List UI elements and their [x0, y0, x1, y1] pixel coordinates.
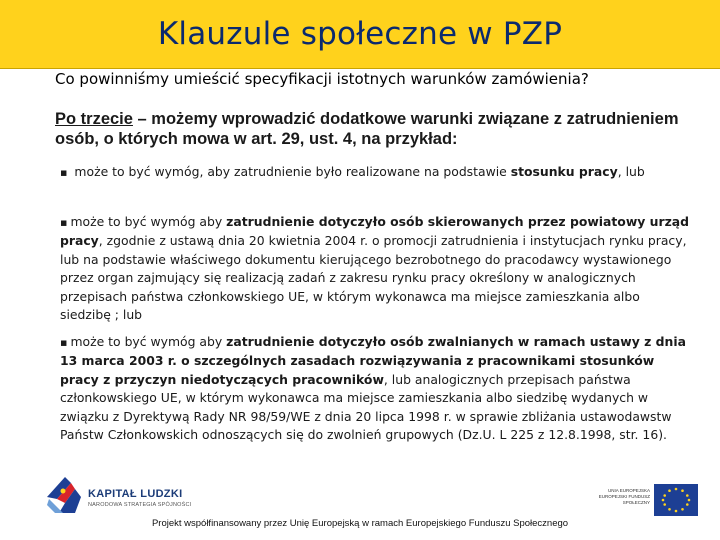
bullet-bold-text: zatrudnienie dotyczyło osób zwalnianych w ramach ustawy z dnia 13 marca 2003 r. o szczególnych zasadach rozwiązywania z pracownikami stosunków pracy z przyczyn niedotyczących pracowników	[60, 334, 686, 387]
bullet-bold-text: zatrudnienie dotyczyło osób skierowanych przez powiatowy urząd pracy	[60, 214, 690, 249]
question-text: Co powinniśmy umieścić specyfikacji istotnych warunków zamówienia?	[55, 70, 589, 88]
bullet-bold-text: stosunku pracy	[510, 164, 618, 179]
lead-text: – możemy wprowadzić dodatkowe warunki związane z zatrudnieniem osób, o których mowa w art. 29, ust. 4, na przykład:	[55, 110, 679, 148]
bullet-text: , lub	[617, 164, 645, 179]
eu-flag-icon	[600, 484, 700, 518]
lead-paragraph	[55, 109, 695, 149]
bullet-square-icon: ▪	[60, 216, 68, 229]
bullet-text: , lub analogicznych przepisach państwa członkowskiego UE, w którym wykonawca ma miejsce zamieszkania albo siedzibę wydanych w związku z Dyrektywą Rady NR 98/59/WE z dnia 20 lipca 1998 r. w sprawie zbliżania ustawodawstw Państw Członkowskich odnoszących się do zwolnień grupowych (Dz.U. L 225 z 12.8.1998, str. 16).	[60, 371, 672, 443]
eu-logo-text: UNIA EUROPEJSKA EUROPEJSKI FUNDUSZ SPOŁECZNY	[598, 488, 650, 505]
bullet-item	[60, 213, 690, 324]
lead-prefix: Po trzecie	[55, 110, 133, 128]
bullet-item	[60, 333, 690, 444]
footer-text: Projekt współfinansowany przez Unię Europejską w ramach Europejskiego Funduszu Społecznego	[151, 518, 569, 529]
bullet-item	[60, 163, 690, 182]
bullet-text: może to być wymóg, aby zatrudnienie było realizowane na podstawie	[74, 164, 511, 179]
logo-left-name: KAPITAŁ LUDZKI	[88, 488, 183, 500]
bullet-text: może to być wymóg aby	[70, 334, 227, 349]
bullet-square-icon: ▪	[60, 166, 68, 179]
page-title: Klauzule społeczne w PZP	[157, 16, 563, 52]
logo-left-subtitle: NARODOWA STRATEGIA SPÓJNOŚCI	[88, 502, 192, 508]
bullet-square-icon: ▪	[60, 336, 68, 349]
bullet-text: , zgodnie z ustawą dnia 20 kwietnia 2004 r. o promocji zatrudnienia i instytucjach rynku pracy, lub na podstawie właściwego dokumentu kierującego bezrobotnego do pracodawcy wystawionego przez organ zajmujący się realizacją zadań z zakresu rynku pracy określony w analogicznych przepisach państwa członkowskiego UE, w którym wykonawca ma miejsce zamieszkania albo siedzibę ; lub	[60, 233, 687, 323]
bullet-text: może to być wymóg aby	[70, 214, 227, 229]
